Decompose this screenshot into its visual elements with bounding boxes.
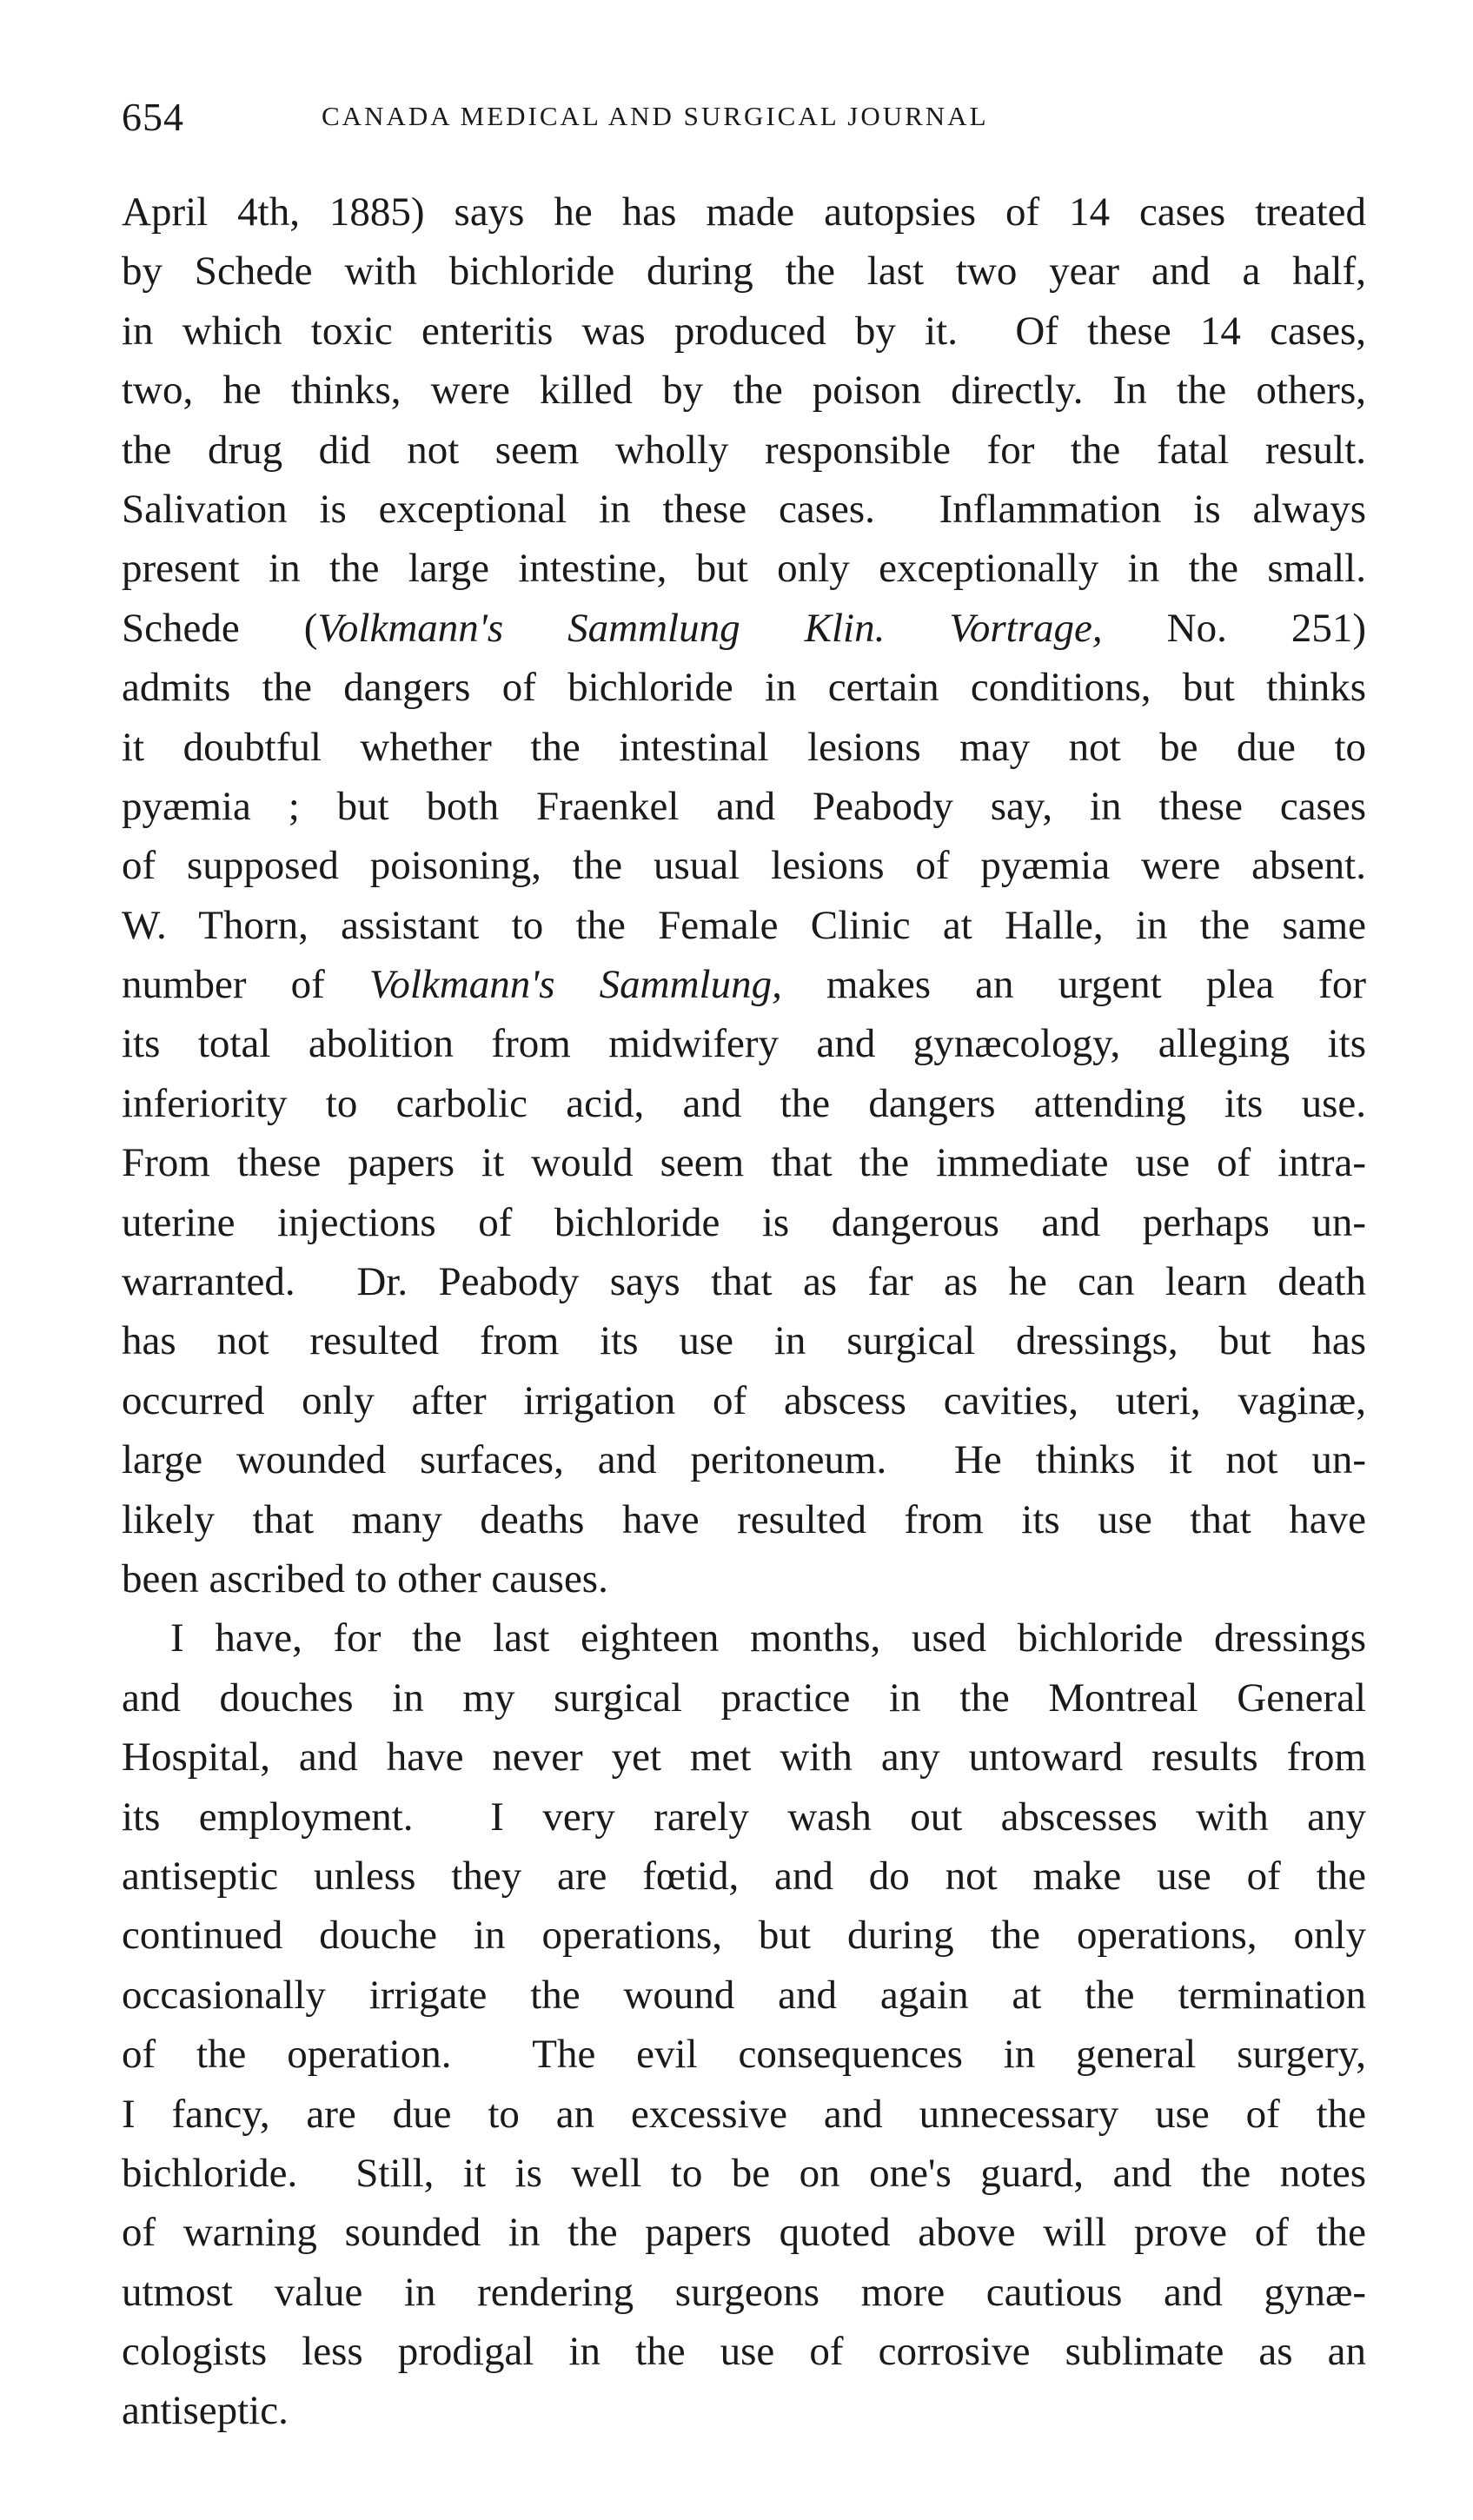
article-body <box>122 182 1366 2441</box>
text-line <box>122 836 1366 895</box>
text-segment: makes an urgent plea for <box>781 962 1366 1008</box>
text-line <box>122 2085 1366 2144</box>
text-segment: Salivation is exceptional in these cases. Inflammation is always <box>122 486 1366 532</box>
text-line <box>122 896 1366 955</box>
text-segment: pyæmia ; but both Fraenkel and Peabody say, in these cases <box>122 783 1366 829</box>
text-segment: Hospital, and have never yet met with any untoward results from <box>122 1734 1366 1781</box>
text-line <box>122 480 1366 539</box>
running-title: CANADA MEDICAL AND SURGICAL JOURNAL <box>322 101 989 131</box>
page-header <box>122 94 1373 146</box>
text-line <box>122 1371 1366 1430</box>
text-line <box>122 1668 1366 1728</box>
text-line <box>122 1014 1366 1073</box>
text-segment: been ascribed to other causes. <box>122 1555 608 1602</box>
text-segment: occasionally irrigate the wound and again at the termination <box>122 1972 1366 2018</box>
text-line <box>122 361 1366 420</box>
text-line <box>122 1608 1366 1668</box>
text-line <box>122 2322 1366 2381</box>
text-line <box>122 2263 1366 2322</box>
text-line <box>122 777 1366 836</box>
page-number: 654 <box>122 95 184 139</box>
text-segment: utmost value in rendering surgeons more cautious and gynæ- <box>122 2269 1366 2315</box>
text-segment: it doubtful whether the intestinal lesions may not be due to <box>122 724 1366 770</box>
text-line <box>122 599 1366 658</box>
text-segment: by Schede with bichloride during the last two year and a half, <box>122 249 1366 295</box>
text-segment: uterine injections of bichloride is dangerous and perhaps un- <box>122 1199 1366 1245</box>
text-segment: inferiority to carbolic acid, and the dangers attending its use. <box>122 1080 1366 1126</box>
text-line <box>122 1074 1366 1133</box>
italic-citation: Volkmann's Sammlung, <box>368 962 782 1008</box>
text-line <box>122 1906 1366 1965</box>
text-segment: admits the dangers of bichloride in certain conditions, but thinks <box>122 665 1366 711</box>
text-line <box>122 1966 1366 2025</box>
text-segment: No. 251) <box>1102 605 1367 651</box>
text-segment: and douches in my surgical practice in the Montreal General <box>122 1674 1366 1721</box>
text-segment: bichloride. Still, it is well to be on one's guard, and the notes <box>122 2150 1366 2196</box>
text-segment: the drug did not seem wholly responsible for the fatal result. <box>122 427 1366 473</box>
text-segment: W. Thorn, assistant to the Female Clinic at Halle, in the same <box>122 902 1366 948</box>
text-segment: occurred only after irrigation of abscess cavities, uteri, vaginæ, <box>122 1377 1366 1423</box>
paragraph <box>122 182 1366 1608</box>
text-line <box>122 1490 1366 1549</box>
text-line <box>122 1787 1366 1847</box>
text-line <box>122 1133 1366 1192</box>
text-segment: present in the large intestine, but only exceptionally in the small. <box>122 546 1366 592</box>
text-line <box>122 2381 1366 2440</box>
text-line <box>122 955 1366 1014</box>
text-line <box>122 1549 1366 1608</box>
text-segment: continued douche in operations, but during the operations, only <box>122 1913 1366 1959</box>
text-segment: of supposed poisoning, the usual lesions of pyæmia were absent. <box>122 843 1366 889</box>
text-line <box>122 2144 1366 2203</box>
text-line <box>122 1847 1366 1906</box>
text-segment: large wounded surfaces, and peritoneum. He thinks it not un- <box>122 1437 1366 1483</box>
text-segment: I have, for the last eighteen months, used bichloride dressings <box>170 1615 1366 1661</box>
text-line <box>122 718 1366 777</box>
text-segment: From these papers it would seem that the immediate use of intra- <box>122 1140 1366 1186</box>
text-segment: cologists less prodigal in the use of corrosive sublimate as an <box>122 2329 1366 2375</box>
text-segment: antiseptic unless they are fœtid, and do not make use of the <box>122 1853 1366 1899</box>
text-segment: its employment. I very rarely wash out abscesses with any <box>122 1794 1366 1840</box>
text-line <box>122 2025 1366 2084</box>
text-line <box>122 242 1366 301</box>
italic-citation: Volkmann's Sammlung Klin. Vortrage, <box>317 605 1103 651</box>
text-segment: of the operation. The evil consequences in general surgery, <box>122 2032 1366 2078</box>
text-line <box>122 182 1366 242</box>
text-line <box>122 539 1366 598</box>
text-segment: number of <box>122 962 369 1008</box>
text-segment: of warning sounded in the papers quoted above will prove of the <box>122 2210 1366 2256</box>
text-line <box>122 421 1366 480</box>
text-line <box>122 1311 1366 1370</box>
text-line <box>122 2203 1366 2262</box>
text-line <box>122 302 1366 361</box>
text-segment: warranted. Dr. Peabody says that as far as he can learn death <box>122 1259 1366 1305</box>
text-segment: antiseptic. <box>122 2388 289 2434</box>
text-segment: Schede ( <box>122 605 318 651</box>
text-line <box>122 1252 1366 1311</box>
text-segment: April 4th, 1885) says he has made autopsies of 14 cases treated <box>122 189 1366 235</box>
text-segment: its total abolition from midwifery and gynæcology, alleging its <box>122 1021 1366 1067</box>
text-segment: in which toxic enteritis was produced by it. Of these 14 cases, <box>122 308 1366 354</box>
text-segment: two, he thinks, were killed by the poison directly. In the others, <box>122 368 1366 414</box>
text-segment: likely that many deaths have resulted from its use that have <box>122 1496 1366 1542</box>
text-line <box>122 658 1366 717</box>
text-line <box>122 1430 1366 1489</box>
paragraph <box>122 1608 1366 2440</box>
text-segment: has not resulted from its use in surgical dressings, but has <box>122 1318 1366 1364</box>
text-line <box>122 1193 1366 1252</box>
text-line <box>122 1728 1366 1787</box>
text-segment: I fancy, are due to an excessive and unnecessary use of the <box>122 2091 1366 2137</box>
